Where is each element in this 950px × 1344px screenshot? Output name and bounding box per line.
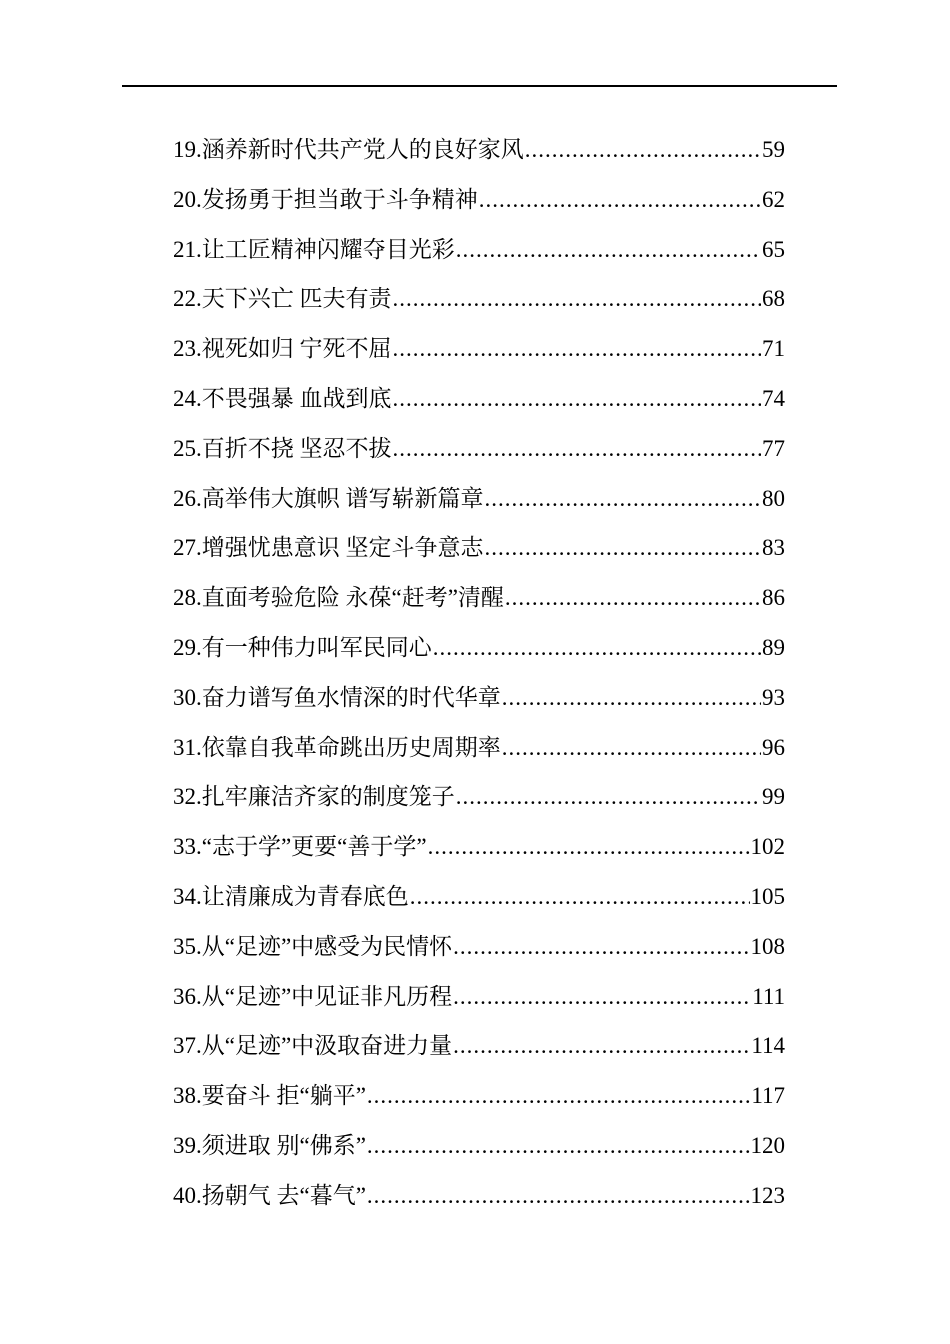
toc-entry-page-number: 96 bbox=[762, 734, 785, 760]
toc-entry-title: 25.百折不挠 坚忍不拔 bbox=[173, 435, 392, 461]
toc-entry[interactable] bbox=[173, 827, 785, 877]
toc-entry[interactable] bbox=[173, 279, 785, 329]
toc-entry-title: 21.让工匠精神闪耀夺目光彩 bbox=[173, 236, 455, 262]
toc-entry-title: 37.从“足迹”中汲取奋进力量 bbox=[173, 1033, 453, 1059]
toc-entry-page-number: 71 bbox=[762, 336, 785, 362]
toc-dot-leader bbox=[433, 628, 761, 668]
toc-entry[interactable] bbox=[173, 528, 785, 578]
toc-entry-title: 33.“志于学”更要“善于学” bbox=[173, 834, 427, 860]
toc-entry-title: 22.天下兴亡 匹夫有责 bbox=[173, 286, 392, 312]
toc-entry[interactable] bbox=[173, 777, 785, 827]
toc-entry-title: 19.涵养新时代共产党人的良好家风 bbox=[173, 137, 524, 162]
toc-dot-leader bbox=[485, 528, 762, 568]
toc-entry[interactable] bbox=[173, 429, 785, 479]
toc-entry-title: 35.从“足迹”中感受为民情怀 bbox=[173, 933, 453, 959]
toc-dot-leader bbox=[479, 180, 761, 220]
header-rule bbox=[122, 85, 837, 87]
toc-entry-page-number: 77 bbox=[762, 435, 785, 461]
toc-dot-leader bbox=[410, 877, 750, 917]
table-of-contents bbox=[173, 130, 785, 1226]
toc-entry[interactable] bbox=[173, 479, 785, 529]
toc-entry-title: 36.从“足迹”中见证非凡历程 bbox=[173, 983, 453, 1009]
toc-dot-leader bbox=[453, 1026, 750, 1066]
toc-dot-leader bbox=[393, 379, 762, 419]
toc-entry-page-number: 102 bbox=[750, 834, 785, 860]
toc-entry[interactable] bbox=[173, 877, 785, 927]
toc-entry-page-number: 86 bbox=[762, 585, 785, 611]
toc-dot-leader bbox=[456, 230, 761, 270]
toc-entry-title: 31.依靠自我革命跳出历史周期率 bbox=[173, 734, 501, 760]
toc-entry[interactable] bbox=[173, 1176, 785, 1226]
toc-entry-page-number: 120 bbox=[750, 1132, 785, 1158]
toc-entry-page-number: 62 bbox=[762, 186, 785, 212]
toc-entry[interactable] bbox=[173, 1076, 785, 1126]
toc-entry-page-number: 68 bbox=[762, 286, 785, 312]
toc-entry-page-number: 74 bbox=[762, 385, 785, 411]
toc-dot-leader bbox=[393, 429, 762, 469]
toc-dot-leader bbox=[393, 279, 762, 319]
toc-entry-page-number: 108 bbox=[750, 933, 785, 959]
toc-entry[interactable] bbox=[173, 180, 785, 230]
toc-entry[interactable] bbox=[173, 578, 785, 628]
toc-entry-title: 40.扬朝气 去“暮气” bbox=[173, 1182, 366, 1208]
toc-dot-leader bbox=[367, 1176, 750, 1216]
toc-entry-page-number: 105 bbox=[750, 883, 785, 909]
toc-entry-page-number: 99 bbox=[762, 784, 785, 810]
toc-entry[interactable] bbox=[173, 1126, 785, 1176]
toc-entry[interactable] bbox=[173, 927, 785, 977]
toc-dot-leader bbox=[485, 479, 762, 519]
toc-entry-page-number: 89 bbox=[762, 634, 785, 660]
toc-entry-page-number: 117 bbox=[751, 1083, 785, 1109]
toc-entry-title: 27.增强忧患意识 坚定斗争意志 bbox=[173, 535, 484, 561]
toc-dot-leader bbox=[502, 728, 761, 768]
toc-dot-leader bbox=[453, 927, 749, 967]
toc-entry[interactable] bbox=[173, 728, 785, 778]
toc-entry-page-number: 123 bbox=[750, 1182, 785, 1208]
toc-dot-leader bbox=[505, 578, 761, 618]
toc-dot-leader bbox=[525, 130, 761, 170]
toc-dot-leader bbox=[393, 329, 762, 369]
toc-entry-title: 26.高举伟大旗帜 谱写崭新篇章 bbox=[173, 485, 484, 511]
toc-dot-leader bbox=[456, 777, 761, 817]
toc-entry-page-number: 111 bbox=[752, 983, 785, 1009]
toc-entry[interactable] bbox=[173, 130, 785, 180]
toc-entry[interactable] bbox=[173, 230, 785, 280]
toc-entry-page-number: 83 bbox=[762, 535, 785, 561]
toc-dot-leader bbox=[428, 827, 750, 867]
toc-entry-page-number: 93 bbox=[762, 684, 785, 710]
toc-entry-page-number: 59 bbox=[762, 137, 785, 162]
toc-dot-leader bbox=[453, 977, 751, 1017]
toc-entry-title: 28.直面考验危险 永葆“赶考”清醒 bbox=[173, 585, 504, 611]
toc-entry-title: 29.有一种伟力叫军民同心 bbox=[173, 634, 432, 660]
toc-dot-leader bbox=[502, 678, 761, 718]
toc-entry-title: 23.视死如归 宁死不屈 bbox=[173, 336, 392, 362]
toc-entry-title: 30.奋力谱写鱼水情深的时代华章 bbox=[173, 684, 501, 710]
toc-entry-title: 34.让清廉成为青春底色 bbox=[173, 883, 409, 909]
toc-entry-page-number: 65 bbox=[762, 236, 785, 262]
toc-entry-title: 32.扎牢廉洁齐家的制度笼子 bbox=[173, 784, 455, 810]
toc-entry[interactable] bbox=[173, 678, 785, 728]
toc-entry-title: 38.要奋斗 拒“躺平” bbox=[173, 1083, 366, 1109]
toc-entry[interactable] bbox=[173, 329, 785, 379]
toc-entry-title: 20.发扬勇于担当敢于斗争精神 bbox=[173, 186, 478, 212]
toc-dot-leader bbox=[367, 1076, 750, 1116]
toc-entry-page-number: 80 bbox=[762, 485, 785, 511]
toc-entry-title: 24.不畏强暴 血战到底 bbox=[173, 385, 392, 411]
toc-entry-title: 39.须进取 别“佛系” bbox=[173, 1132, 366, 1158]
toc-entry[interactable] bbox=[173, 977, 785, 1027]
toc-entry-page-number: 114 bbox=[751, 1033, 785, 1059]
toc-entry[interactable] bbox=[173, 628, 785, 678]
toc-entry[interactable] bbox=[173, 1026, 785, 1076]
toc-dot-leader bbox=[367, 1126, 750, 1166]
toc-entry[interactable] bbox=[173, 379, 785, 429]
